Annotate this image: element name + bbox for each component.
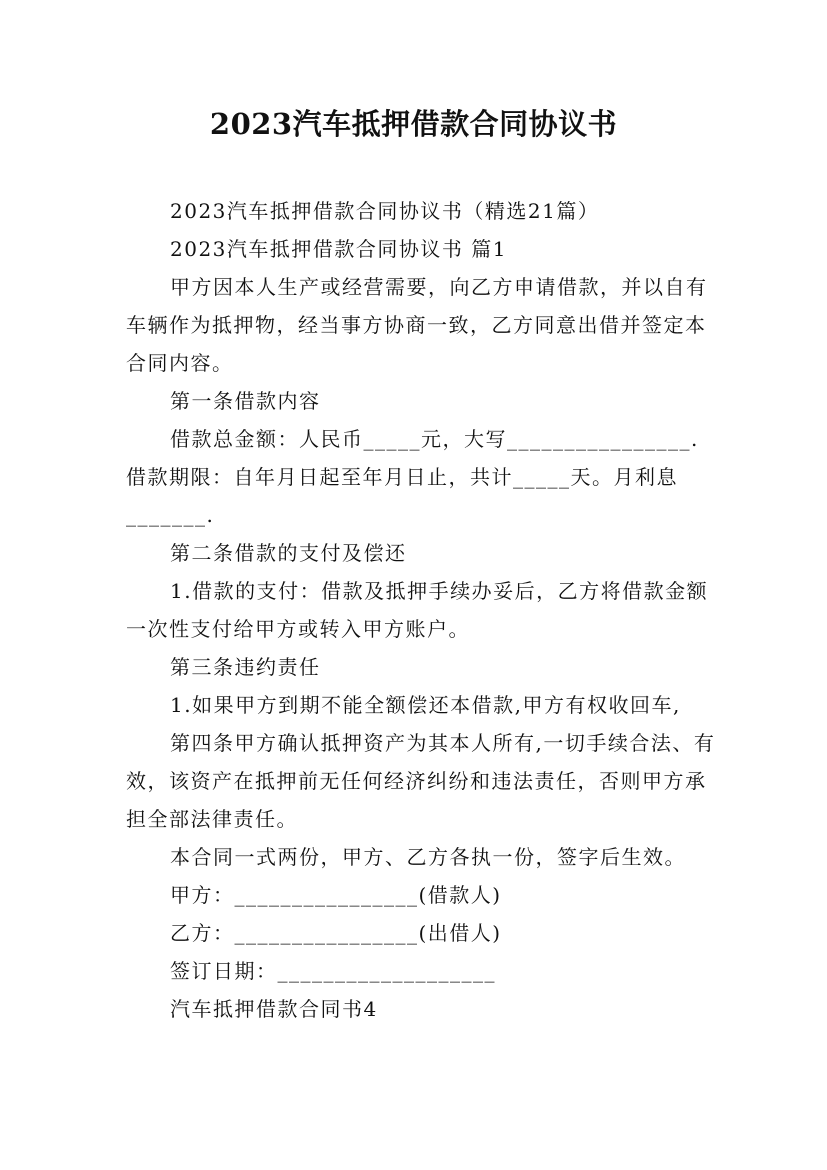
paragraph-intro: 甲方因本人生产或经营需要，向乙方申请借款，并以自有车辆作为抵押物，经当事方协商一致，乙方同意出借并签定本合同内容。 [126,275,708,375]
paragraph-default-liability: 1.如果甲方到期不能全额偿还本借款,甲方有权收回车, [170,693,681,717]
signature-party-b: 乙方：________________(出借人) [170,921,502,945]
section-heading-next: 汽车抵押借款合同书4 [170,997,378,1021]
signature-date: 签订日期：___________________ [170,959,496,983]
paragraph-clause-4: 第四条甲方确认抵押资产为其本人所有,一切手续合法、有效，该资产在抵押前无任何经济纠纷和违法责任，否则甲方承担全部法律责任。 [126,731,716,831]
paragraph-copies: 本合同一式两份，甲方、乙方各执一份，签字后生效。 [170,845,686,869]
clause-heading-3: 第三条违约责任 [170,655,321,679]
doc-subtitle: 2023汽车抵押借款合同协议书（精选21篇） [170,199,600,223]
paragraph-loan-amount: 借款总金额：人民币_____元，大写________________.借款期限：自年月日起至年月日止，共计_____天。月利息_______. [126,427,699,527]
signature-party-a: 甲方：________________(借款人) [170,883,502,907]
clause-heading-2: 第二条借款的支付及偿还 [170,541,407,565]
document-body [126,192,716,1028]
section-heading-article-1: 2023汽车抵押借款合同协议书 篇1 [170,237,507,261]
paragraph-loan-payment: 1.借款的支付：借款及抵押手续办妥后，乙方将借款金额一次性支付给甲方或转入甲方账户。 [126,579,709,641]
clause-heading-1: 第一条借款内容 [170,389,321,413]
document-title: 2023汽车抵押借款合同协议书 [209,107,618,141]
